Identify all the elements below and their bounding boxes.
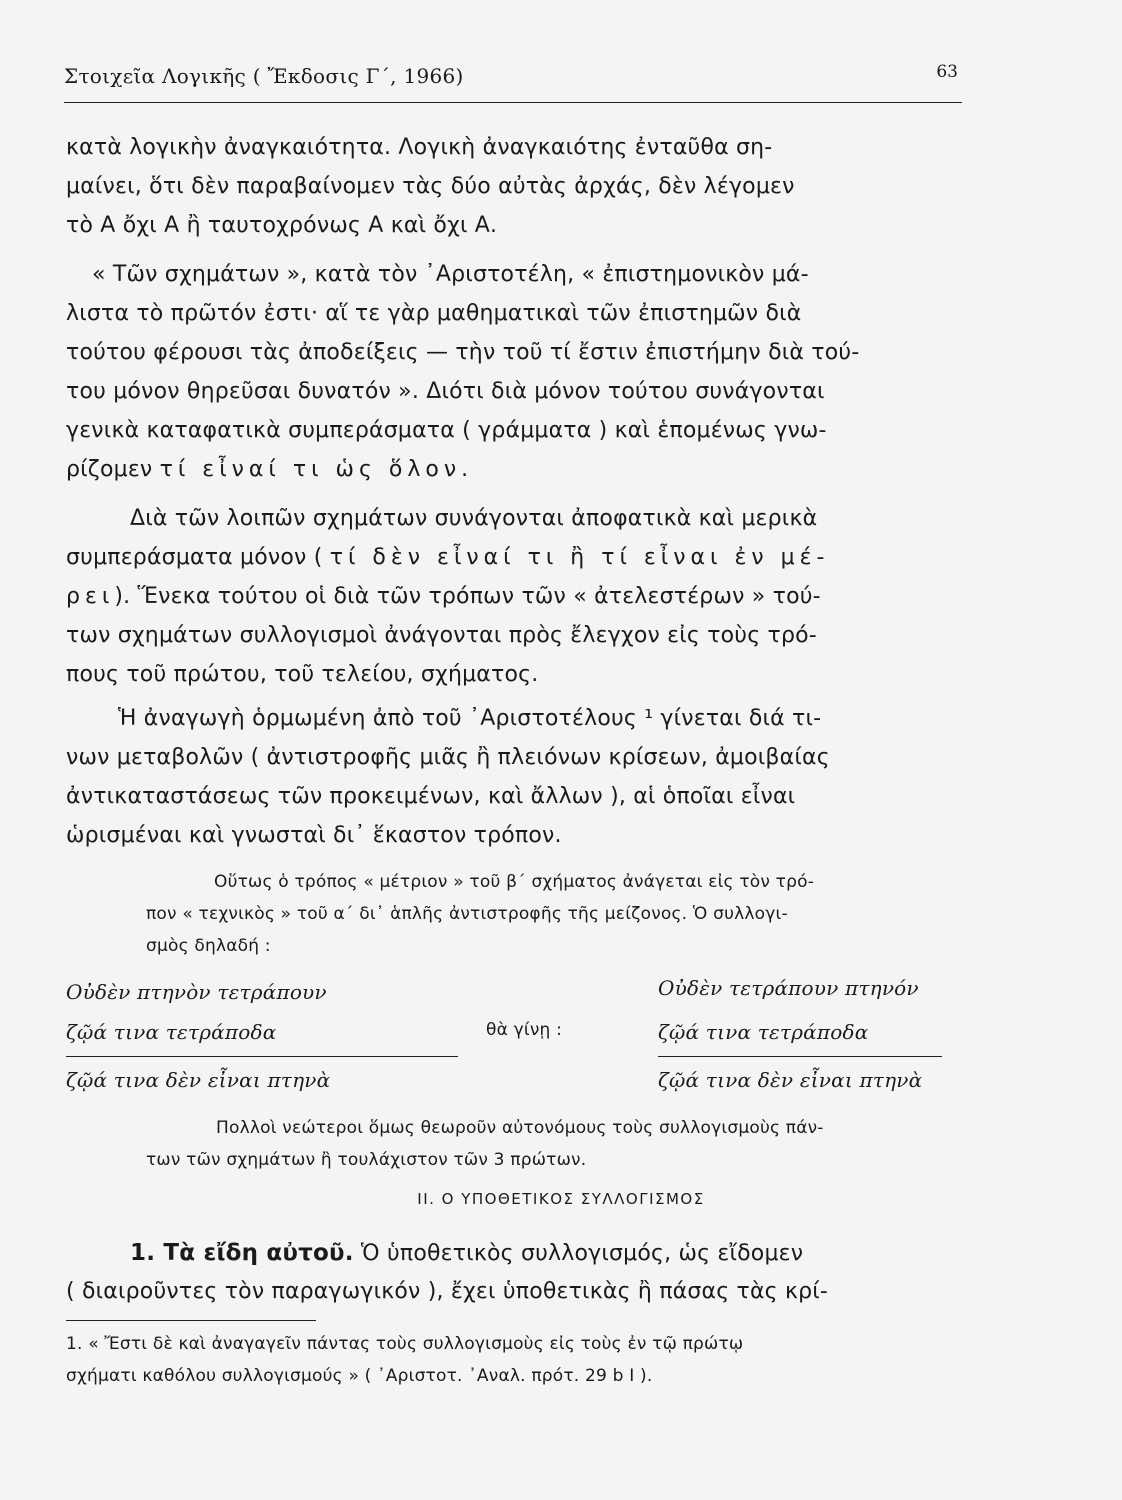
small-line: Οὕτως ὁ τρόπος « μέτριον » τοῦ β΄ σχήματος ἀνάγεται εἰς τὸν τρό- [214, 872, 815, 892]
body-line: τὸ Α ὄχι Α ἢ ταυτοχρόνως Α καὶ ὄχι Α. [66, 213, 498, 238]
body-line: « Τῶν σχημάτων », κατὰ τὸν ᾿Αριστοτέλη, « ἐπιστημονικὸν μά- [92, 262, 809, 287]
body-line: μαίνει, ὅτι δὲν παραβαίνομεν τὰς δύο αὐτὰς ἀρχάς, δὲν λέγομεν [66, 174, 795, 199]
syllogism-right-major: Οὐδὲν τετράπουν πτηνόν [658, 976, 919, 1000]
syllogism-left-conclusion: ζῷά τινα δὲν εἶναι πτηνὰ [66, 1068, 331, 1092]
footnote-rule [66, 1320, 316, 1321]
body-line: Ἡ ἀναγωγὴ ὁρμωμένη ἀπὸ τοῦ ᾿Αριστοτέλους ¹ γίνεται διά τι- [118, 706, 822, 731]
body-line: των σχημάτων συλλογισμοὶ ἀνάγονται πρὸς ἔλεγχον εἰς τοὺς τρό- [66, 623, 817, 648]
page-number: 63 [936, 62, 958, 82]
body-line: του μόνον θηρεῦσαι δυνατόν ». Διότι διὰ μόνον τούτου συνάγονται [66, 379, 825, 404]
line-rest: Ὁ ὑποθετικὸς συλλογισμός, ὡς εἴδομεν [360, 1241, 804, 1266]
spaced-emphasis: τί δὲν εἶναί τι ἢ τί εἶναι ἐν μέ- [329, 545, 830, 570]
line-rest: ). Ἕνεκα τούτου οἱ διὰ τῶν τρόπων τῶν « ἀτελεστέρων » τού- [114, 584, 821, 609]
syllogism-right-minor: ζῷά τινα τετράποδα [658, 1020, 869, 1044]
footnote-line: 1. « Ἔστι δὲ καὶ ἀναγαγεῖν πάντας τοὺς συλλογισμοὺς εἰς τοὺς ἐν τῷ πρώτῳ [66, 1334, 744, 1354]
body-line [66, 457, 473, 482]
subsection-title: 1. Τὰ εἴδη αὐτοῦ. [130, 1240, 354, 1266]
section-heading: ΙΙ. Ο ΥΠΟΘΕΤΙΚΟΣ ΣΥΛΛΟΓΙΣΜΟΣ [417, 1190, 705, 1208]
body-line: κατὰ λογικὴν ἀναγκαιότητα. Λογικὴ ἀναγκαιότης ἐνταῦθα ση- [66, 135, 773, 160]
body-line: πους τοῦ πρώτου, τοῦ τελείου, σχήματος. [66, 662, 539, 687]
subsection-line [130, 1240, 803, 1266]
body-line: Διὰ τῶν λοιπῶν σχημάτων συνάγονται ἀποφατικὰ καὶ μερικὰ [130, 506, 818, 531]
spaced-emphasis: ρει [66, 584, 115, 609]
small-line: σμὸς δηλαδή : [146, 936, 271, 956]
body-line: ἀντικαταστάσεως τῶν προκειμένων, καὶ ἄλλων ), αἱ ὁποῖαι εἶναι [66, 784, 796, 809]
body-line [66, 545, 829, 570]
spaced-emphasis: τί εἶναί τι ὡς ὅλον. [159, 457, 474, 482]
syllogism-becomes: θὰ γίνῃ : [486, 1020, 563, 1040]
body-line: λιστα τὸ πρῶτόν ἐστι· αἵ τε γὰρ μαθηματικαὶ τῶν ἐπιστημῶν διὰ [66, 301, 802, 326]
syllogism-right-rule [658, 1056, 942, 1057]
body-line: ( διαιροῦντες τὸν παραγωγικόν ), ἔχει ὑποθετικὰς ἢ πάσας τὰς κρί- [66, 1279, 829, 1304]
page-header [64, 62, 962, 103]
syllogism-left-minor: ζῷά τινα τετράποδα [66, 1020, 277, 1044]
running-title: Στοιχεῖα Λογικῆς ( Ἔκδοσις Γ΄, 1966) [64, 64, 464, 88]
small-line: των τῶν σχημάτων ἢ τουλάχιστον τῶν 3 πρώτων. [146, 1150, 587, 1170]
line-prefix: ρίζομεν [66, 457, 153, 482]
body-line [66, 584, 821, 609]
syllogism-left-major: Οὐδὲν πτηνὸν τετράπουν [66, 980, 327, 1004]
body-line: ὡρισμέναι καὶ γνωσταὶ δι᾿ ἕκαστον τρόπον. [66, 823, 562, 848]
small-line: Πολλοὶ νεώτεροι ὅμως θεωροῦν αὐτονόμους τοὺς συλλογισμοὺς πάν- [216, 1118, 824, 1138]
small-line: πον « τεχνικὸς » τοῦ α΄ δι᾿ ἁπλῆς ἀντιστροφῆς τῆς μείζονος. Ὁ συλλογι- [146, 904, 788, 924]
footnote-line: σχήματι καθόλου συλλογισμούς » ( ᾿Αριστοτ. ᾿Αναλ. πρότ. 29 b I ). [66, 1366, 653, 1386]
body-line: τούτου φέρουσι τὰς ἀποδείξεις — τὴν τοῦ τί ἔστιν ἐπιστήμην διὰ τού- [66, 340, 860, 365]
line-prefix: συμπεράσματα μόνον ( [66, 545, 323, 570]
body-line: γενικὰ καταφατικὰ συμπεράσματα ( γράμματα ) καὶ ἑπομένως γνω- [66, 418, 827, 443]
syllogism-right-conclusion: ζῷά τινα δὲν εἶναι πτηνὰ [658, 1068, 923, 1092]
syllogism-left-rule [66, 1056, 458, 1057]
body-line: νων μεταβολῶν ( ἀντιστροφῆς μιᾶς ἢ πλειόνων κρίσεων, ἀμοιβαίας [66, 745, 830, 770]
